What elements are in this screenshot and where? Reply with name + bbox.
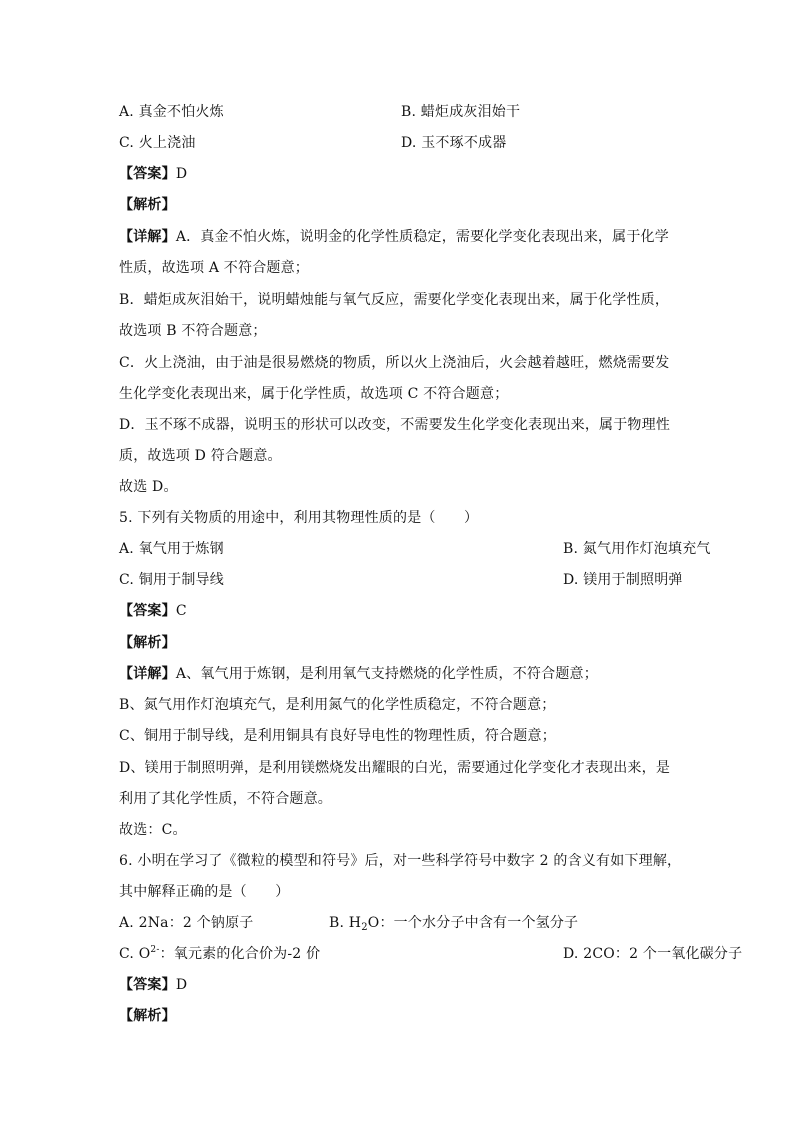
q4-detail-label: 【详解】 [119,229,176,245]
q6-option-b-subscript: 2 [361,922,368,933]
q4-option-b: B. 蜡炬成灰泪始干 [401,104,521,120]
q6-answer [119,975,187,995]
q6-option-b [329,913,578,933]
q6-option-c-suffix: ：氧元素的化合价为-2 价 [159,946,321,962]
q5-stem: 5. 下列有关物质的用途中，利用其物理性质的是（ ） [119,510,479,526]
q4-detail-c-line-1: C．火上浇油，由于油是很易燃烧的物质，所以火上浇油后，火会越着越旺，燃烧需要发 [119,355,670,371]
q4-option-c: C. 火上浇油 [119,135,196,151]
q4-detail-b-line-2: 故选项 B 不符合题意； [119,323,267,339]
q6-options-row-2 [119,944,743,964]
q5-detail-b: B、氮气用作灯泡填充气，是利用氮气的化学性质稳定，不符合题意； [119,697,556,713]
q4-detail-d-line-1: D．玉不琢不成器，说明玉的形状可以改变，不需要发生化学变化表现出来，属于物理性 [119,417,671,433]
q4-detail-a-text: A．真金不怕火炼，说明金的化学性质稳定，需要化学变化表现出来，属于化学 [175,229,669,245]
q6-option-a: A. 2Na：2 个钠原子 [119,915,254,931]
q5-conclusion: 故选：C。 [119,822,187,838]
q5-option-d: D. 镁用于制照明弹 [563,572,683,588]
q5-option-c: C. 铜用于制导线 [119,572,224,588]
q6-analysis-label: 【解析】 [119,1008,176,1024]
q5-detail-c: C、铜用于制导线，是利用铜具有良好导电性的物理性质，符合题意； [119,728,556,744]
q6-stem-line-2: 其中解释正确的是（ ） [119,884,290,900]
q5-options-row-2 [119,570,683,590]
q5-options-row-1 [119,539,711,559]
q4-detail-c-line-2: 生化学变化表现出来，属于化学性质，故选项 C 不符合题意； [119,386,509,402]
q5-detail-d-line-2: 利用了其化学性质，不符合题意。 [119,791,332,807]
q4-option-a: A. 真金不怕火炼 [119,104,224,120]
q4-options-row-2 [119,133,507,153]
q5-detail-label: 【详解】 [119,666,176,682]
q6-option-c-superscript: 2- [150,945,160,955]
q5-analysis-label: 【解析】 [119,635,176,651]
q6-option-c-prefix: C. O [119,946,151,962]
q4-analysis-label: 【解析】 [119,197,176,213]
q5-option-a: A. 氧气用于炼钢 [119,541,224,557]
q4-detail-b-line-1: B．蜡炬成灰泪始干，说明蜡烛能与氧气反应，需要化学变化表现出来，属于化学性质， [119,292,670,308]
q4-answer [119,164,187,184]
q4-detail-d-line-2: 质，故选项 D 符合题意。 [119,448,282,464]
q6-option-b-prefix: B. H [329,915,362,931]
q5-answer-label: 【答案】 [119,603,176,619]
q6-stem-line-1: 6. 小明在学习了《微粒的模型和符号》后，对一些科学符号中数字 2 的含义有如下理解， [119,853,682,869]
q4-conclusion: 故选 D。 [119,479,178,495]
q6-option-b-suffix: O：一个水分子中含有一个氢分子 [367,915,579,931]
q6-options-row-1 [119,913,579,933]
q4-options-row-1 [119,102,521,122]
q4-answer-value: D [175,166,188,182]
q6-option-d: D. 2CO：2 个一氧化碳分子 [563,946,743,962]
q6-option-c [119,946,320,962]
q4-answer-label: 【答案】 [119,166,176,182]
q5-answer-value: C [175,603,187,619]
q5-answer [119,601,187,621]
q5-detail-d-line-1: D、镁用于制照明弹，是利用镁燃烧发出耀眼的白光，需要通过化学变化才表现出来，是 [119,760,671,776]
q4-detail-a-line-1 [119,227,669,247]
q6-answer-label: 【答案】 [119,977,176,993]
q4-detail-a-line-2: 性质，故选项 A 不符合题意； [119,260,310,276]
q4-option-d: D. 玉不琢不成器 [401,135,507,151]
q6-answer-value: D [175,977,188,993]
q5-detail-a-text: A、氧气用于炼钢，是利用氧气支持燃烧的化学性质，不符合题意； [175,666,598,682]
q5-option-b: B. 氮气用作灯泡填充气 [563,541,711,557]
q5-detail-a [119,664,598,684]
